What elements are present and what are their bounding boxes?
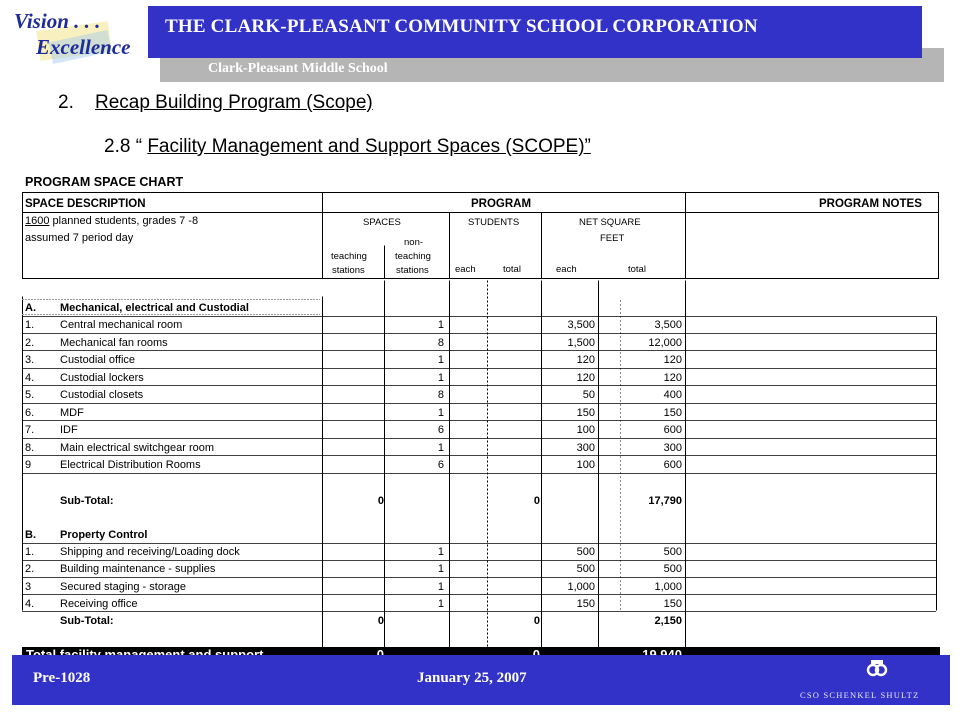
col-net-square-feet: NET SQUARE [579,217,641,228]
logo-text-vision: Vision . . . [14,9,101,33]
row-sf-total: 600 [663,459,682,471]
subsection-suffix: ” [584,136,591,157]
row-number: 2. [25,563,35,576]
row-sf-each: 500 [576,546,595,558]
col-net-square-feet-2: FEET [600,233,625,244]
row-description: MDF [60,406,84,419]
planned-students [25,215,198,227]
row-sf-each: 150 [576,597,595,610]
footer-brand: CSO SCHENKEL SHULTZ [800,690,920,700]
section-a-subtotal-label: Sub-Total: [60,495,114,507]
row-sf-each: 1,000 [567,580,595,593]
row-non-teaching: 1 [437,319,444,331]
section-a-name: Mechanical, electrical and Custodial [60,302,249,314]
row-description: Central mechanical room [60,319,183,331]
row-non-teaching: 1 [437,580,444,593]
row-number: 7. [25,424,35,436]
col-non-teaching: teaching [395,251,431,262]
row-non-teaching: 1 [437,354,444,366]
period-day: assumed 7 period day [25,232,134,244]
section-title: Recap Building Program (Scope) [94,92,373,113]
row-number: 2. [25,336,35,349]
row-number: 3 [25,580,32,593]
col-sf-each: each [556,264,577,275]
row-description: Custodial office [60,354,136,366]
col-sf-total: total [628,264,646,275]
row-sf-each: 120 [576,371,595,384]
col-students-each: each [455,264,476,275]
row-number: 4. [25,371,35,384]
row-sf-total: 3,500 [654,319,682,331]
section-b-subtotal-total: 2,150 [654,615,682,627]
section-b-subtotal-students: 0 [533,615,540,627]
row-description: Receiving office [60,597,138,610]
row-sf-each: 500 [576,563,595,576]
row-non-teaching: 1 [437,597,444,610]
row-number: 4. [25,597,35,610]
row-number: 8. [25,441,35,454]
section-b-name: Property Control [60,529,148,541]
row-number: 3. [25,354,35,366]
col-teaching-stations: stations [332,265,365,276]
row-sf-each: 120 [576,354,595,366]
row-number: 1. [25,546,35,558]
section-number: 2. [58,92,74,113]
row-sf-total: 500 [663,563,682,576]
row-description: IDF [60,424,78,436]
row-non-teaching: 1 [437,441,444,454]
footer-date: January 25, 2007 [417,670,527,686]
row-sf-total: 400 [663,389,682,401]
row-number: 1. [25,319,35,331]
col-program: PROGRAM [471,198,532,210]
section-heading [58,92,373,114]
row-non-teaching: 8 [437,336,444,349]
row-sf-total: 300 [663,441,682,454]
footer-code: Pre-1028 [33,670,91,686]
row-sf-total: 120 [663,371,682,384]
row-sf-each: 150 [576,406,595,419]
section-a-subtotal-total: 17,790 [648,495,682,507]
col-teaching: teaching [331,251,367,262]
row-sf-total: 150 [663,597,682,610]
row-number: 5. [25,389,35,401]
row-non-teaching: 6 [437,459,444,471]
row-number: 9 [25,459,32,471]
row-description: Mechanical fan rooms [60,336,168,349]
section-a-subtotal-students: 0 [533,495,540,507]
subsection-prefix: 2.8 “ [104,136,148,157]
subsection-title: Facility Management and Support Spaces (SCOPE) [147,136,585,157]
row-description: Shipping and receiving/Loading dock [60,546,240,558]
row-description: Electrical Distribution Rooms [60,459,201,471]
col-program-notes: PROGRAM NOTES [819,198,922,210]
row-sf-each: 100 [576,424,595,436]
logo-text-excellence: Excellence [36,35,131,59]
col-students-total: total [503,264,521,275]
row-non-teaching: 1 [437,546,444,558]
row-sf-total: 1,000 [654,580,682,593]
col-students: STUDENTS [468,217,520,228]
section-a-letter: A. [25,302,36,314]
col-non-teaching-stations: stations [396,265,429,276]
row-description: Custodial lockers [60,371,144,384]
row-sf-total: 120 [663,354,682,366]
row-non-teaching: 1 [437,371,444,384]
row-sf-each: 50 [582,389,595,401]
corporation-title: THE CLARK-PLEASANT COMMUNITY SCHOOL CORPORATION [165,16,758,37]
subsection-heading [104,136,591,158]
planned-description: planned students, grades 7 -8 [49,215,199,227]
row-sf-total: 500 [663,546,682,558]
chart-title: PROGRAM SPACE CHART [25,175,184,189]
planned-count: 1600 [25,215,50,227]
row-non-teaching: 8 [437,389,444,401]
row-description: Building maintenance - supplies [60,563,216,576]
row-description: Main electrical switchgear room [60,441,215,454]
col-space-description: SPACE DESCRIPTION [25,198,146,210]
row-sf-each: 300 [576,441,595,454]
row-sf-each: 1,500 [567,336,595,349]
row-sf-total: 600 [663,424,682,436]
row-sf-total: 12,000 [648,336,682,349]
section-a-subtotal-teaching: 0 [377,495,384,507]
row-non-teaching: 6 [437,424,444,436]
col-non: non- [404,237,424,248]
section-b-subtotal-teaching: 0 [377,615,384,627]
row-sf-total: 150 [663,406,682,419]
row-non-teaching: 1 [437,563,444,576]
cso-logo-icon [866,658,888,680]
school-name: Clark-Pleasant Middle School [208,61,388,76]
row-non-teaching: 1 [437,406,444,419]
col-spaces: SPACES [363,217,401,228]
row-sf-each: 100 [576,459,595,471]
section-b-letter: B. [25,529,36,541]
row-sf-each: 3,500 [567,319,595,331]
section-b-subtotal-label: Sub-Total: [60,615,114,627]
vision-excellence-logo [10,6,140,66]
row-description: Secured staging - storage [60,580,186,593]
row-description: Custodial closets [60,389,144,401]
row-number: 6. [25,406,35,419]
